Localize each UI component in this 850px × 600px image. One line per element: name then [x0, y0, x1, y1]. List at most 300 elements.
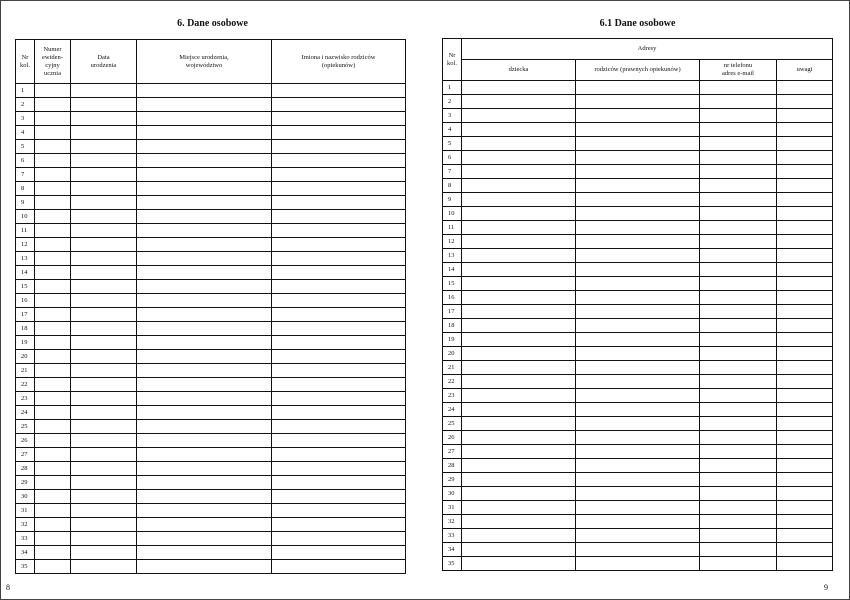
- blank-cell[interactable]: [137, 322, 272, 336]
- blank-cell[interactable]: [272, 420, 406, 434]
- blank-cell[interactable]: [272, 532, 406, 546]
- table-row: [443, 361, 833, 375]
- blank-cell[interactable]: [35, 504, 71, 518]
- blank-cell[interactable]: [700, 179, 777, 193]
- blank-cell[interactable]: [35, 168, 71, 182]
- blank-cell[interactable]: [71, 546, 137, 560]
- blank-cell[interactable]: [576, 221, 700, 235]
- blank-cell[interactable]: [71, 224, 137, 238]
- blank-cell[interactable]: [272, 266, 406, 280]
- blank-cell[interactable]: [576, 361, 700, 375]
- blank-cell[interactable]: [137, 294, 272, 308]
- blank-cell[interactable]: [272, 182, 406, 196]
- blank-cell[interactable]: [137, 420, 272, 434]
- blank-cell[interactable]: [272, 448, 406, 462]
- blank-cell[interactable]: [700, 529, 777, 543]
- blank-cell[interactable]: [700, 375, 777, 389]
- table-row: [16, 434, 406, 448]
- blank-cell[interactable]: [71, 406, 137, 420]
- blank-cell[interactable]: [272, 560, 406, 574]
- blank-cell[interactable]: [462, 235, 576, 249]
- blank-cell[interactable]: [272, 252, 406, 266]
- blank-cell[interactable]: [137, 350, 272, 364]
- blank-cell[interactable]: [576, 165, 700, 179]
- blank-cell[interactable]: [576, 95, 700, 109]
- blank-cell[interactable]: [35, 196, 71, 210]
- blank-cell[interactable]: [700, 487, 777, 501]
- blank-cell[interactable]: [71, 182, 137, 196]
- blank-cell[interactable]: [700, 361, 777, 375]
- blank-cell[interactable]: [272, 434, 406, 448]
- blank-cell[interactable]: [576, 403, 700, 417]
- blank-cell[interactable]: [462, 277, 576, 291]
- blank-cell[interactable]: [137, 210, 272, 224]
- blank-cell[interactable]: [35, 462, 71, 476]
- blank-cell[interactable]: [700, 319, 777, 333]
- blank-cell[interactable]: [35, 140, 71, 154]
- blank-cell[interactable]: [700, 305, 777, 319]
- blank-cell[interactable]: [576, 459, 700, 473]
- row-number: 29: [16, 476, 35, 490]
- blank-cell[interactable]: [576, 529, 700, 543]
- table-row: [16, 210, 406, 224]
- blank-cell[interactable]: [462, 361, 576, 375]
- blank-cell[interactable]: [777, 221, 833, 235]
- table-row: [443, 403, 833, 417]
- blank-cell[interactable]: [576, 151, 700, 165]
- blank-cell[interactable]: [777, 445, 833, 459]
- blank-cell[interactable]: [137, 182, 272, 196]
- blank-cell[interactable]: [137, 196, 272, 210]
- blank-cell[interactable]: [137, 434, 272, 448]
- blank-cell[interactable]: [137, 154, 272, 168]
- blank-cell[interactable]: [576, 235, 700, 249]
- blank-cell[interactable]: [71, 532, 137, 546]
- blank-cell[interactable]: [462, 389, 576, 403]
- blank-cell[interactable]: [462, 543, 576, 557]
- blank-cell[interactable]: [462, 501, 576, 515]
- blank-cell[interactable]: [35, 154, 71, 168]
- blank-cell[interactable]: [462, 165, 576, 179]
- blank-cell[interactable]: [462, 473, 576, 487]
- blank-cell[interactable]: [576, 445, 700, 459]
- blank-cell[interactable]: [576, 305, 700, 319]
- table-row: [443, 333, 833, 347]
- blank-cell[interactable]: [272, 504, 406, 518]
- blank-cell[interactable]: [700, 263, 777, 277]
- blank-cell[interactable]: [777, 137, 833, 151]
- blank-cell[interactable]: [576, 501, 700, 515]
- blank-cell[interactable]: [576, 375, 700, 389]
- blank-cell[interactable]: [35, 350, 71, 364]
- blank-cell[interactable]: [71, 252, 137, 266]
- blank-cell[interactable]: [576, 347, 700, 361]
- blank-cell[interactable]: [71, 140, 137, 154]
- blank-cell[interactable]: [71, 112, 137, 126]
- blank-cell[interactable]: [576, 319, 700, 333]
- blank-cell[interactable]: [777, 459, 833, 473]
- blank-cell[interactable]: [700, 165, 777, 179]
- blank-cell[interactable]: [777, 179, 833, 193]
- blank-cell[interactable]: [35, 210, 71, 224]
- blank-cell[interactable]: [700, 151, 777, 165]
- blank-cell[interactable]: [71, 378, 137, 392]
- blank-cell[interactable]: [137, 448, 272, 462]
- blank-cell[interactable]: [272, 350, 406, 364]
- blank-cell[interactable]: [35, 364, 71, 378]
- blank-cell[interactable]: [35, 98, 71, 112]
- blank-cell[interactable]: [137, 378, 272, 392]
- blank-cell[interactable]: [71, 322, 137, 336]
- blank-cell[interactable]: [137, 308, 272, 322]
- blank-cell[interactable]: [700, 123, 777, 137]
- blank-cell[interactable]: [462, 459, 576, 473]
- blank-cell[interactable]: [700, 249, 777, 263]
- blank-cell[interactable]: [777, 375, 833, 389]
- blank-cell[interactable]: [700, 291, 777, 305]
- blank-cell[interactable]: [777, 473, 833, 487]
- blank-cell[interactable]: [272, 224, 406, 238]
- blank-cell[interactable]: [137, 98, 272, 112]
- blank-cell[interactable]: [700, 277, 777, 291]
- blank-cell[interactable]: [71, 98, 137, 112]
- blank-cell[interactable]: [137, 84, 272, 98]
- blank-cell[interactable]: [462, 263, 576, 277]
- blank-cell[interactable]: [71, 476, 137, 490]
- blank-cell[interactable]: [272, 84, 406, 98]
- blank-cell[interactable]: [576, 123, 700, 137]
- blank-cell[interactable]: [462, 207, 576, 221]
- blank-cell[interactable]: [71, 84, 137, 98]
- blank-cell[interactable]: [137, 364, 272, 378]
- blank-cell[interactable]: [137, 546, 272, 560]
- row-number: 20: [16, 350, 35, 364]
- blank-cell[interactable]: [272, 378, 406, 392]
- blank-cell[interactable]: [576, 389, 700, 403]
- blank-cell[interactable]: [272, 154, 406, 168]
- blank-cell[interactable]: [272, 490, 406, 504]
- blank-cell[interactable]: [272, 476, 406, 490]
- blank-cell[interactable]: [462, 123, 576, 137]
- blank-cell[interactable]: [462, 445, 576, 459]
- blank-cell[interactable]: [462, 319, 576, 333]
- blank-cell[interactable]: [576, 249, 700, 263]
- blank-cell[interactable]: [462, 487, 576, 501]
- blank-cell[interactable]: [777, 305, 833, 319]
- blank-cell[interactable]: [462, 333, 576, 347]
- blank-cell[interactable]: [700, 95, 777, 109]
- blank-cell[interactable]: [576, 137, 700, 151]
- blank-cell[interactable]: [35, 280, 71, 294]
- blank-cell[interactable]: [777, 207, 833, 221]
- blank-cell[interactable]: [137, 336, 272, 350]
- blank-cell[interactable]: [35, 112, 71, 126]
- blank-cell[interactable]: [71, 350, 137, 364]
- table-row: [443, 193, 833, 207]
- blank-cell[interactable]: [462, 291, 576, 305]
- row-number: 19: [16, 336, 35, 350]
- blank-cell[interactable]: [35, 252, 71, 266]
- blank-cell[interactable]: [35, 434, 71, 448]
- blank-cell[interactable]: [71, 196, 137, 210]
- blank-cell[interactable]: [137, 112, 272, 126]
- blank-cell[interactable]: [576, 417, 700, 431]
- blank-cell[interactable]: [700, 347, 777, 361]
- blank-cell[interactable]: [462, 151, 576, 165]
- blank-cell[interactable]: [35, 560, 71, 574]
- blank-cell[interactable]: [777, 333, 833, 347]
- blank-cell[interactable]: [35, 336, 71, 350]
- blank-cell[interactable]: [700, 389, 777, 403]
- blank-cell[interactable]: [272, 546, 406, 560]
- blank-cell[interactable]: [777, 123, 833, 137]
- blank-cell[interactable]: [137, 238, 272, 252]
- blank-cell[interactable]: [35, 294, 71, 308]
- blank-cell[interactable]: [71, 518, 137, 532]
- blank-cell[interactable]: [576, 81, 700, 95]
- blank-cell[interactable]: [462, 249, 576, 263]
- blank-cell[interactable]: [71, 336, 137, 350]
- blank-cell[interactable]: [777, 235, 833, 249]
- blank-cell[interactable]: [576, 109, 700, 123]
- blank-cell[interactable]: [700, 431, 777, 445]
- blank-cell[interactable]: [576, 515, 700, 529]
- blank-cell[interactable]: [462, 81, 576, 95]
- blank-cell[interactable]: [576, 207, 700, 221]
- left-page-title: 6. Dane osobowe: [177, 18, 248, 29]
- blank-cell[interactable]: [576, 277, 700, 291]
- blank-cell[interactable]: [71, 266, 137, 280]
- blank-cell[interactable]: [272, 140, 406, 154]
- blank-cell[interactable]: [700, 81, 777, 95]
- blank-cell[interactable]: [137, 126, 272, 140]
- row-number: 7: [16, 168, 35, 182]
- blank-cell[interactable]: [777, 319, 833, 333]
- blank-cell[interactable]: [35, 182, 71, 196]
- blank-cell[interactable]: [35, 392, 71, 406]
- blank-cell[interactable]: [71, 308, 137, 322]
- blank-cell[interactable]: [777, 557, 833, 571]
- blank-cell[interactable]: [700, 417, 777, 431]
- blank-cell[interactable]: [777, 95, 833, 109]
- blank-cell[interactable]: [35, 378, 71, 392]
- blank-cell[interactable]: [272, 406, 406, 420]
- blank-cell[interactable]: [35, 420, 71, 434]
- blank-cell[interactable]: [35, 448, 71, 462]
- blank-cell[interactable]: [137, 140, 272, 154]
- blank-cell[interactable]: [272, 294, 406, 308]
- blank-cell[interactable]: [35, 406, 71, 420]
- blank-cell[interactable]: [71, 490, 137, 504]
- blank-cell[interactable]: [700, 543, 777, 557]
- blank-cell[interactable]: [576, 263, 700, 277]
- blank-cell[interactable]: [71, 280, 137, 294]
- blank-cell[interactable]: [71, 560, 137, 574]
- blank-cell[interactable]: [700, 235, 777, 249]
- blank-cell[interactable]: [777, 515, 833, 529]
- blank-cell[interactable]: [576, 543, 700, 557]
- blank-cell[interactable]: [462, 431, 576, 445]
- blank-cell[interactable]: [462, 305, 576, 319]
- blank-cell[interactable]: [272, 392, 406, 406]
- blank-cell[interactable]: [700, 193, 777, 207]
- blank-cell[interactable]: [272, 196, 406, 210]
- blank-cell[interactable]: [272, 238, 406, 252]
- blank-cell[interactable]: [137, 532, 272, 546]
- blank-cell[interactable]: [272, 322, 406, 336]
- blank-cell[interactable]: [700, 137, 777, 151]
- blank-cell[interactable]: [462, 375, 576, 389]
- blank-cell[interactable]: [71, 434, 137, 448]
- blank-cell[interactable]: [700, 445, 777, 459]
- blank-cell[interactable]: [462, 179, 576, 193]
- blank-cell[interactable]: [137, 224, 272, 238]
- blank-cell[interactable]: [700, 557, 777, 571]
- row-number: 21: [443, 361, 462, 375]
- blank-cell[interactable]: [35, 518, 71, 532]
- blank-cell[interactable]: [777, 347, 833, 361]
- blank-cell[interactable]: [777, 487, 833, 501]
- blank-cell[interactable]: [700, 459, 777, 473]
- blank-cell[interactable]: [71, 154, 137, 168]
- blank-cell[interactable]: [700, 109, 777, 123]
- blank-cell[interactable]: [462, 529, 576, 543]
- blank-cell[interactable]: [35, 322, 71, 336]
- blank-cell[interactable]: [272, 210, 406, 224]
- blank-cell[interactable]: [462, 95, 576, 109]
- blank-cell[interactable]: [576, 193, 700, 207]
- blank-cell[interactable]: [700, 473, 777, 487]
- blank-cell[interactable]: [71, 420, 137, 434]
- blank-cell[interactable]: [71, 448, 137, 462]
- blank-cell[interactable]: [272, 462, 406, 476]
- row-number: 15: [16, 280, 35, 294]
- blank-cell[interactable]: [462, 403, 576, 417]
- blank-cell[interactable]: [462, 221, 576, 235]
- blank-cell[interactable]: [35, 546, 71, 560]
- blank-cell[interactable]: [272, 126, 406, 140]
- blank-cell[interactable]: [700, 501, 777, 515]
- blank-cell[interactable]: [272, 168, 406, 182]
- blank-cell[interactable]: [35, 266, 71, 280]
- blank-cell[interactable]: [35, 308, 71, 322]
- blank-cell[interactable]: [462, 515, 576, 529]
- blank-cell[interactable]: [462, 347, 576, 361]
- blank-cell[interactable]: [137, 392, 272, 406]
- blank-cell[interactable]: [700, 515, 777, 529]
- blank-cell[interactable]: [777, 81, 833, 95]
- blank-cell[interactable]: [137, 462, 272, 476]
- blank-cell[interactable]: [272, 308, 406, 322]
- blank-cell[interactable]: [71, 126, 137, 140]
- blank-cell[interactable]: [71, 238, 137, 252]
- blank-cell[interactable]: [777, 501, 833, 515]
- table-row: [16, 420, 406, 434]
- blank-cell[interactable]: [137, 504, 272, 518]
- blank-cell[interactable]: [35, 84, 71, 98]
- blank-cell[interactable]: [71, 504, 137, 518]
- blank-cell[interactable]: [462, 557, 576, 571]
- blank-cell[interactable]: [777, 431, 833, 445]
- blank-cell[interactable]: [35, 224, 71, 238]
- blank-cell[interactable]: [272, 280, 406, 294]
- blank-cell[interactable]: [777, 361, 833, 375]
- blank-cell[interactable]: [272, 336, 406, 350]
- blank-cell[interactable]: [576, 333, 700, 347]
- blank-cell[interactable]: [35, 476, 71, 490]
- blank-cell[interactable]: [272, 518, 406, 532]
- blank-cell[interactable]: [777, 109, 833, 123]
- blank-cell[interactable]: [462, 193, 576, 207]
- blank-cell[interactable]: [576, 487, 700, 501]
- blank-cell[interactable]: [137, 476, 272, 490]
- blank-cell[interactable]: [462, 109, 576, 123]
- blank-cell[interactable]: [137, 252, 272, 266]
- blank-cell[interactable]: [576, 179, 700, 193]
- blank-cell[interactable]: [576, 431, 700, 445]
- blank-cell[interactable]: [462, 417, 576, 431]
- blank-cell[interactable]: [272, 98, 406, 112]
- blank-cell[interactable]: [71, 294, 137, 308]
- row-number: 30: [443, 487, 462, 501]
- blank-cell[interactable]: [700, 207, 777, 221]
- blank-cell[interactable]: [777, 291, 833, 305]
- blank-cell[interactable]: [35, 126, 71, 140]
- blank-cell[interactable]: [71, 364, 137, 378]
- blank-cell[interactable]: [71, 210, 137, 224]
- blank-cell[interactable]: [576, 291, 700, 305]
- blank-cell[interactable]: [777, 417, 833, 431]
- blank-cell[interactable]: [777, 543, 833, 557]
- blank-cell[interactable]: [777, 165, 833, 179]
- blank-cell[interactable]: [137, 490, 272, 504]
- blank-cell[interactable]: [137, 266, 272, 280]
- blank-cell[interactable]: [700, 333, 777, 347]
- blank-cell[interactable]: [137, 518, 272, 532]
- blank-cell[interactable]: [777, 403, 833, 417]
- blank-cell[interactable]: [137, 168, 272, 182]
- table-row: [443, 95, 833, 109]
- blank-cell[interactable]: [71, 392, 137, 406]
- blank-cell[interactable]: [35, 532, 71, 546]
- blank-cell[interactable]: [576, 557, 700, 571]
- blank-cell[interactable]: [462, 137, 576, 151]
- row-number: 24: [443, 403, 462, 417]
- blank-cell[interactable]: [700, 221, 777, 235]
- row-number: 30: [16, 490, 35, 504]
- row-number: 24: [16, 406, 35, 420]
- blank-cell[interactable]: [137, 280, 272, 294]
- blank-cell[interactable]: [576, 473, 700, 487]
- blank-cell[interactable]: [777, 249, 833, 263]
- blank-cell[interactable]: [777, 151, 833, 165]
- blank-cell[interactable]: [777, 389, 833, 403]
- blank-cell[interactable]: [777, 263, 833, 277]
- blank-cell[interactable]: [35, 490, 71, 504]
- blank-cell[interactable]: [777, 193, 833, 207]
- blank-cell[interactable]: [777, 277, 833, 291]
- blank-cell[interactable]: [272, 364, 406, 378]
- blank-cell[interactable]: [137, 406, 272, 420]
- blank-cell[interactable]: [272, 112, 406, 126]
- blank-cell[interactable]: [71, 462, 137, 476]
- blank-cell[interactable]: [700, 403, 777, 417]
- blank-cell[interactable]: [35, 238, 71, 252]
- blank-cell[interactable]: [137, 560, 272, 574]
- blank-cell[interactable]: [777, 529, 833, 543]
- row-number: 2: [16, 98, 35, 112]
- blank-cell[interactable]: [71, 168, 137, 182]
